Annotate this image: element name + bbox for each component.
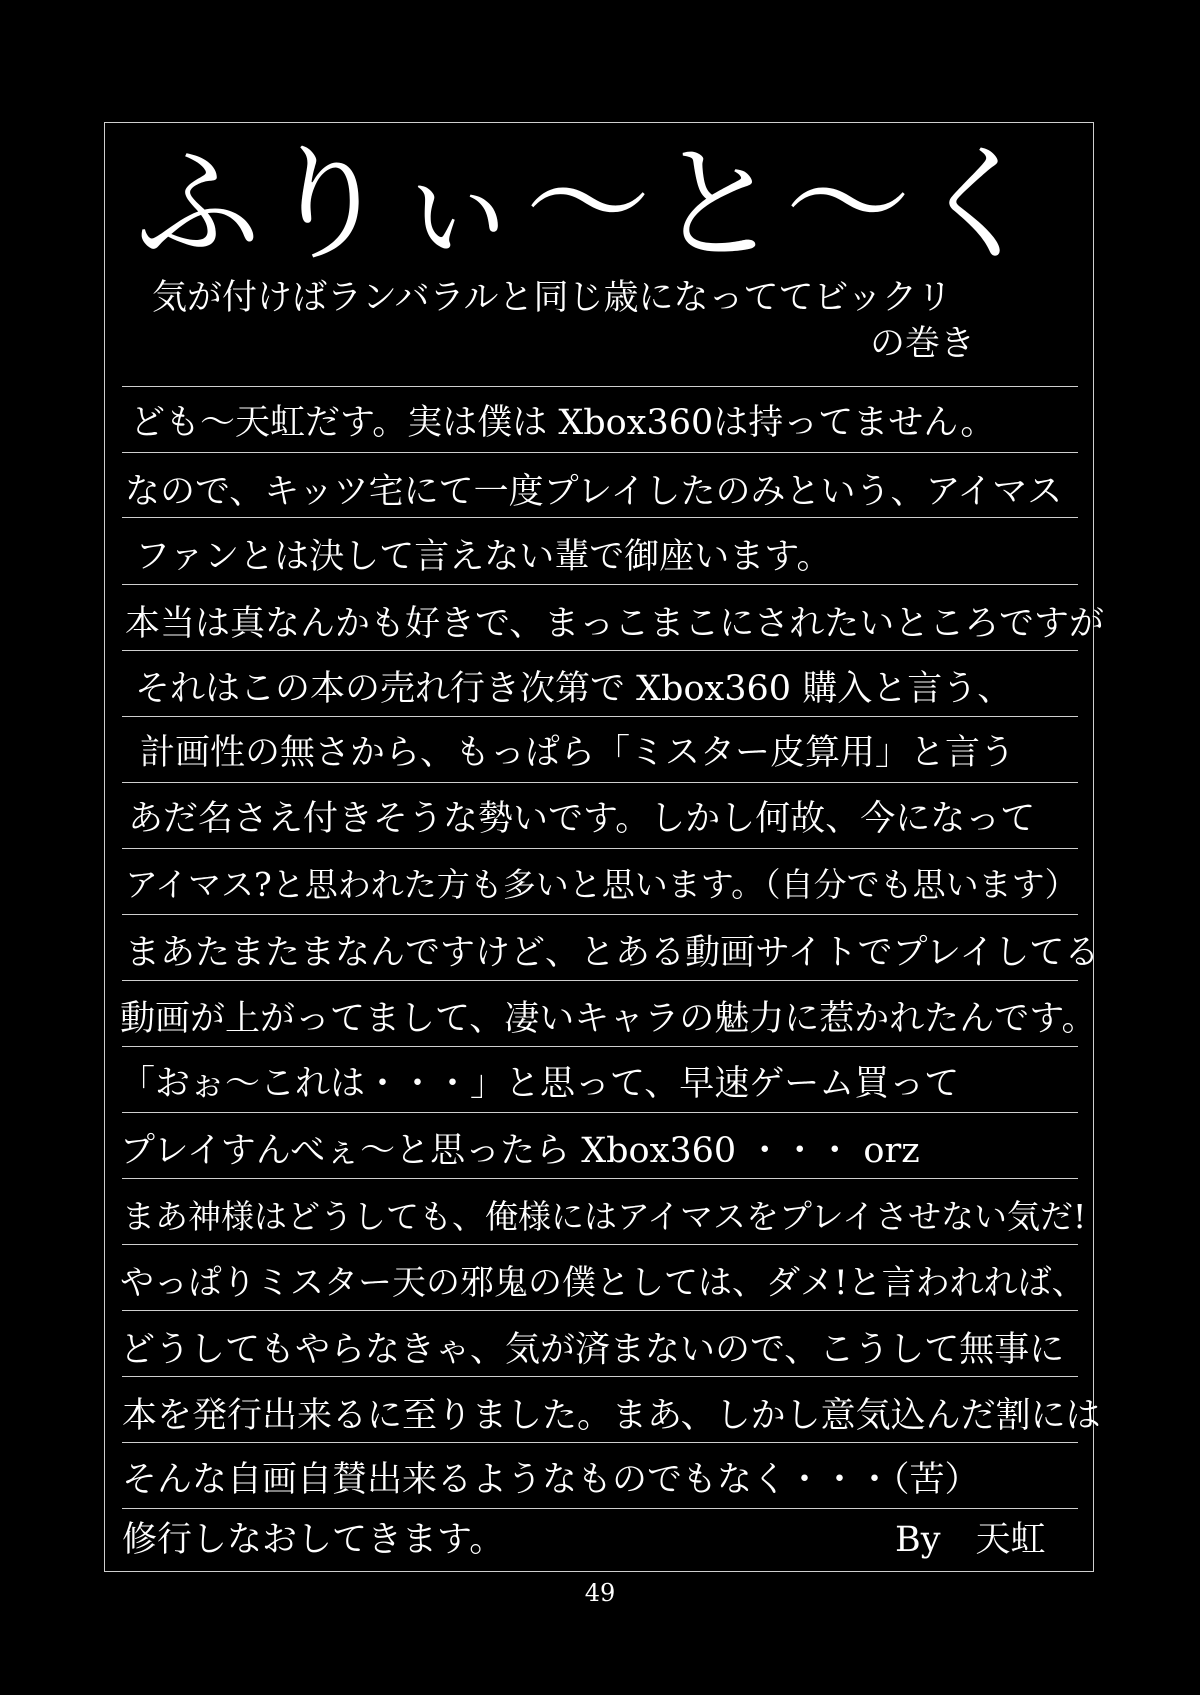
ruled-line xyxy=(122,650,1078,651)
ruled-line xyxy=(122,1442,1078,1443)
author-signature: By 天虹 xyxy=(895,1520,1046,1560)
body-line: 本を発行出来るに至りました。まあ、しかし意気込んだ割には xyxy=(122,1396,1101,1436)
ruled-line xyxy=(122,1046,1078,1047)
body-line: ども〜天虹だす。実は僕は Xbox360は持ってません。 xyxy=(130,403,996,443)
body-line: まあたまたまなんですけど、とある動画サイトでプレイしてる xyxy=(125,933,1100,973)
body-line: 計画性の無さから、もっぱら「ミスター皮算用」と言う xyxy=(140,733,1016,773)
page-number: 49 xyxy=(584,1579,616,1607)
body-line: ファンとは決して言えない輩で御座います。 xyxy=(135,537,832,577)
page-title: ふりぃ〜と〜く xyxy=(135,131,1045,278)
ruled-line xyxy=(122,1376,1078,1377)
ruled-line xyxy=(122,1310,1078,1311)
body-line: 修行しなおしてきます。 xyxy=(122,1520,505,1560)
body-line: それはこの本の売れ行き次第で Xbox360 購入と言う、 xyxy=(135,669,1013,709)
body-line: なので、キッツ宅にて一度プレイしたのみという、アイマス xyxy=(125,472,1063,512)
body-line: 「おぉ〜これは・・・」と思って、早速ゲーム買って xyxy=(120,1064,960,1104)
ruled-line xyxy=(122,1508,1078,1509)
body-line: あだ名さえ付きそうな勢いです。しかし何故、今になって xyxy=(128,799,1036,839)
body-line: そんな自画自賛出来るようなものでもなく・・・（苦） xyxy=(122,1460,980,1500)
body-line: やっぱりミスター天の邪鬼の僕としては、ダメ!と言われれば、 xyxy=(120,1263,1086,1303)
ruled-line xyxy=(122,716,1078,717)
body-line: まあ神様はどうしても、俺様にはアイマスをプレイさせない気だ! xyxy=(122,1197,1087,1236)
ruled-line xyxy=(122,1178,1078,1179)
body-line: プレイすんべぇ〜と思ったら Xbox360 ・・・ orz xyxy=(120,1131,920,1171)
subtitle-line-1: 気が付けばランバラルと同じ歳になっててビックリ xyxy=(152,278,953,318)
ruled-line xyxy=(122,452,1078,453)
ruled-line xyxy=(122,1112,1078,1113)
ruled-line xyxy=(122,584,1078,585)
body-line: 本当は真なんかも好きで、まっこまこにされたいところですが xyxy=(125,604,1104,644)
ruled-line xyxy=(122,517,1078,518)
body-line: 動画が上がってまして、凄いキャラの魅力に惹かれたんです。 xyxy=(120,999,1097,1039)
ruled-line xyxy=(122,980,1078,981)
ruled-line xyxy=(122,386,1078,387)
ruled-line xyxy=(122,1244,1078,1245)
ruled-line xyxy=(122,782,1078,783)
subtitle-line-2: の巻き xyxy=(870,324,976,364)
body-line: アイマス?と思われた方も多いと思います。（自分でも思います） xyxy=(125,865,1078,904)
ruled-line xyxy=(122,914,1078,915)
body-line: どうしてもやらなきゃ、気が済まないので、こうして無事に xyxy=(120,1330,1065,1370)
ruled-line xyxy=(122,848,1078,849)
